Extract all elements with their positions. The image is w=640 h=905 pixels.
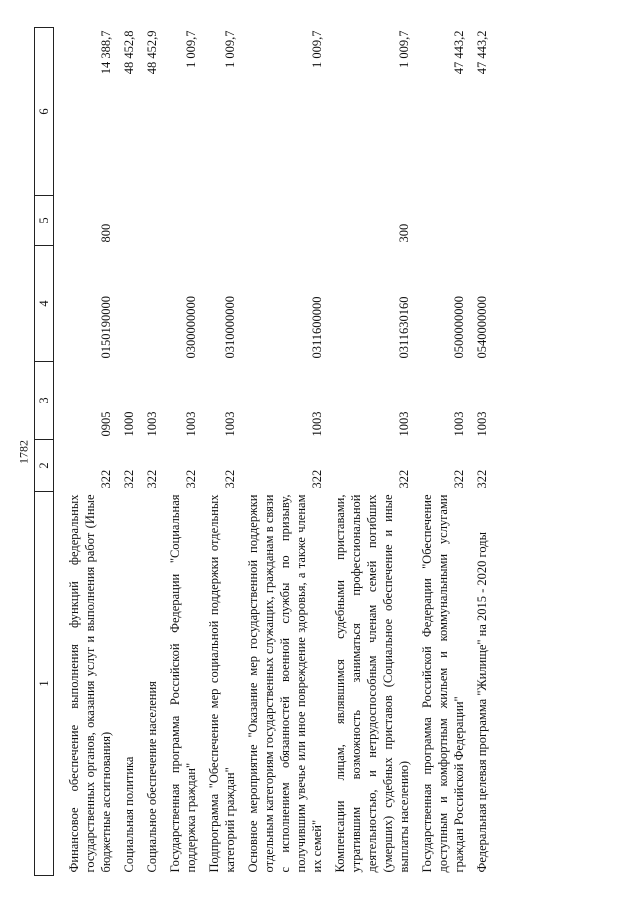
row-name: Социальная политика: [122, 756, 136, 873]
page-number: 1782: [16, 440, 31, 464]
row-amount: 48 452,9: [145, 30, 159, 75]
column-header-5: 5: [35, 196, 54, 246]
row-amount: 1 009,7: [184, 30, 198, 68]
row-code: 322: [145, 469, 159, 489]
row-target: 0310000000: [223, 296, 237, 359]
table-row: [117, 28, 140, 876]
row-section: 1000: [122, 411, 136, 437]
column-header-3: 3: [35, 362, 54, 440]
table-row: [241, 28, 328, 876]
row-type: [202, 196, 241, 246]
row-type: 300: [397, 223, 411, 243]
row-target: 0311600000: [310, 296, 324, 359]
row-amount: 1 009,7: [223, 30, 237, 68]
row-type: 800: [99, 223, 113, 243]
column-header-4: 4: [35, 246, 54, 362]
row-name: Федеральная целевая программа "Жилище" на 2015 - 2020 годы: [475, 531, 489, 873]
table-row: [415, 28, 470, 876]
column-header-1: 1: [35, 492, 54, 876]
row-amount: 48 452,8: [122, 30, 136, 75]
row-code: 322: [184, 469, 198, 489]
table-row: [163, 28, 202, 876]
table-row: [54, 28, 118, 876]
row-name: Подпрограмма "Обеспечение мер социальной поддержки отдельных категорий граждан": [207, 494, 237, 873]
row-amount: 1 009,7: [310, 30, 324, 68]
row-section: 1003: [310, 411, 324, 437]
table-row: [470, 28, 493, 876]
row-type: [241, 196, 328, 246]
row-target: 0540000000: [475, 296, 489, 359]
column-header-6: 6: [35, 28, 54, 196]
row-target: 0500000000: [452, 296, 466, 359]
row-type: [117, 196, 140, 246]
row-code: 322: [122, 469, 136, 489]
row-target: [140, 246, 163, 362]
header-row: [35, 28, 54, 876]
row-code: 322: [475, 469, 489, 489]
row-code: 322: [310, 469, 324, 489]
row-name: Государственная программа Российской Федерации "Социальная поддержка граждан": [168, 494, 198, 873]
row-name: Государственная программа Российской Федерации "Обеспечение доступным и комфортным жильем и коммунальными услугами граждан Российской Федерации": [420, 494, 466, 873]
row-amount: 47 443,2: [452, 30, 466, 75]
table-row: [202, 28, 241, 876]
row-section: 1003: [452, 411, 466, 437]
row-amount: 14 388,7: [99, 30, 113, 75]
row-section: 1003: [475, 411, 489, 437]
row-code: 322: [99, 469, 113, 489]
row-name: Социальное обеспечение населения: [145, 681, 159, 873]
row-name: Основное мероприятие "Оказание мер государственной поддержки отдельным категориям государственных служащих, гражданам в связи с исполнением обязанностей военной службы по призыву, получившим увечье или иное повреждение здоровья, а также членам их семей": [246, 494, 324, 873]
row-name: Компенсации лицам, являвшимся судебными приставами, утратившим возможность заниматься профессиональной деятельностью, и нетрудоспособным членам семей погибших (умерших) судебных приставов (Социальное обеспечение и иные выплаты населению): [333, 494, 411, 873]
row-code: 322: [397, 469, 411, 489]
row-target: 0311630160: [397, 296, 411, 359]
row-code: 322: [223, 469, 237, 489]
row-amount: 47 443,2: [475, 30, 489, 75]
column-header-2: 2: [35, 440, 54, 492]
row-section: 0905: [99, 411, 113, 437]
row-name: Финансовое обеспечение выполнения функций федеральных государственных органов, оказания услуг и выполнения работ (Иные бюджетные ассигнования): [67, 494, 113, 873]
table-row: [328, 28, 415, 876]
row-amount: 1 009,7: [397, 30, 411, 68]
table-row: [140, 28, 163, 876]
row-section: 1003: [397, 411, 411, 437]
row-target: 0300000000: [184, 296, 198, 359]
row-code: 322: [452, 469, 466, 489]
row-target: [117, 246, 140, 362]
row-type: [415, 196, 470, 246]
row-section: 1003: [223, 411, 237, 437]
row-target: 0150190000: [99, 296, 113, 359]
row-section: 1003: [145, 411, 159, 437]
row-section: 1003: [184, 411, 198, 437]
budget-table-page: [34, 28, 606, 876]
budget-table: [34, 27, 493, 876]
row-type: [140, 196, 163, 246]
row-type: [470, 196, 493, 246]
row-type: [163, 196, 202, 246]
